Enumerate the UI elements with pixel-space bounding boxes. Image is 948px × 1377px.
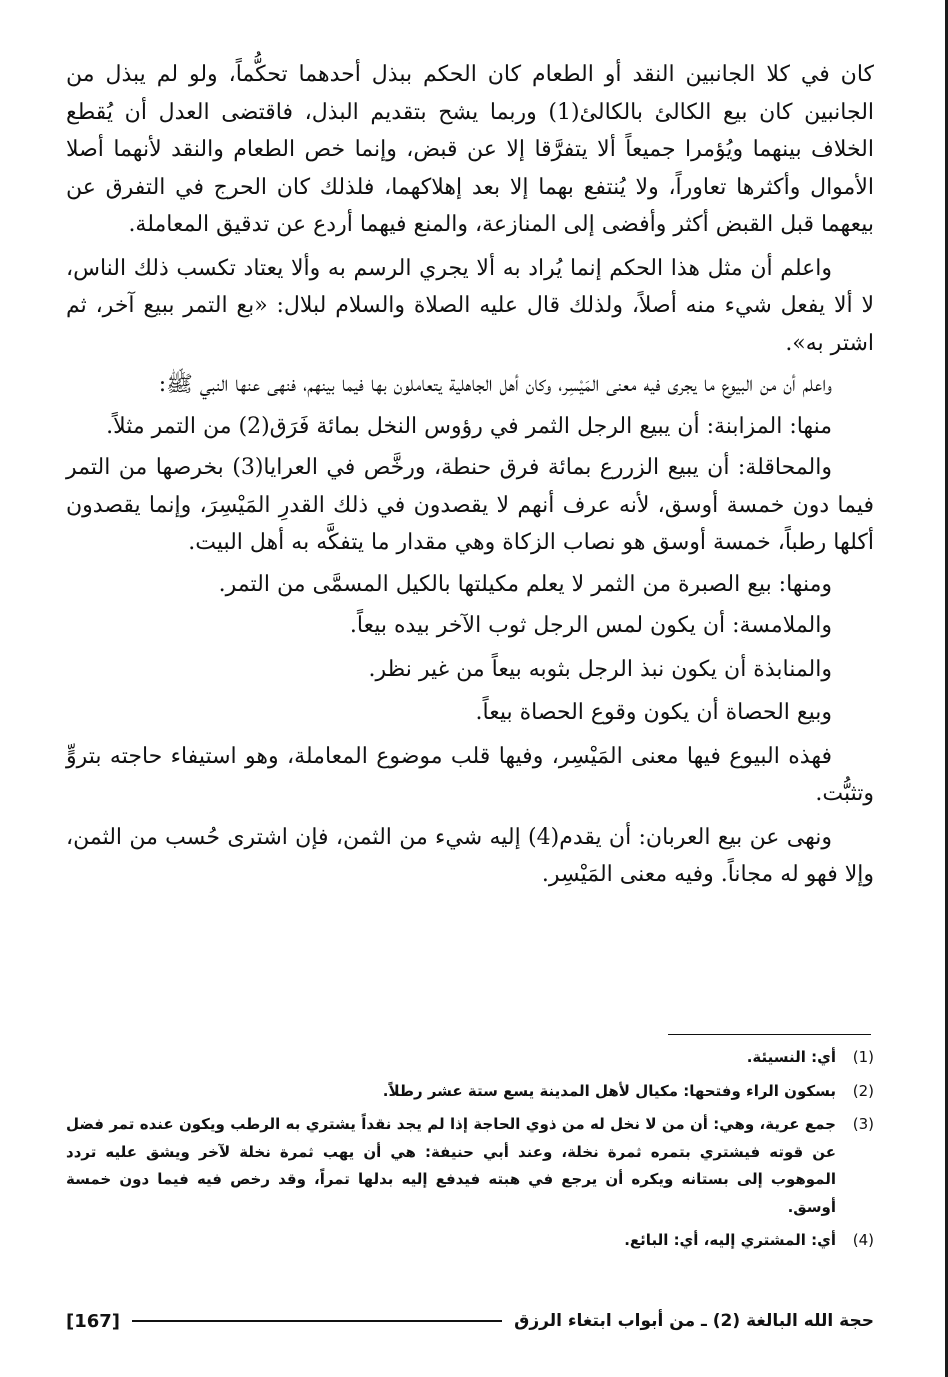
footnote-number: (3) <box>852 1115 874 1133</box>
book-title: حجة الله البالغة (2) ـ من أبواب ابتغاء الرزق <box>514 1311 874 1331</box>
paragraph-intent-of-ruling: واعلم أن مثل هذا الحكم إنما يُراد به ألا يجري الرسم به وألا يعتاد تكسب ذلك الناس، لا ألا يفعل شيء منه أصلاً، ولذلك قال عليه الصلاة والسلام لبلال: «بع التمر ببيع آخر، ثم اشتر به». <box>66 255 874 356</box>
paragraph-maysir-sales: واعلم أن من البيوع ما يجرى فيه معنى المَيْسِر، وكان أهل الجاهلية يتعاملون بها فيما بينهم، فنهى عنها النبي ﷺ: <box>158 372 832 397</box>
footnote-number: (1) <box>852 1048 874 1066</box>
paragraph-muzabana: منها: المزابنة: أن يبيع الرجل الثمر في رؤوس النخل بمائة فَرَق(2) من التمر مثلاً. <box>106 413 832 439</box>
paragraph-summary: فهذه البيوع فيها معنى المَيْسِر، وفيها قلب موضوع المعاملة، وهو استيفاء حاجته بتروٍّ وتثبُّت. <box>66 743 874 806</box>
paragraph-mulamasa: والملامسة: أن يكون لمس الرجل ثوب الآخر بيده بيعاً. <box>349 613 832 638</box>
footnote-item <box>66 1044 874 1072</box>
paragraph-urban-sale: ونهى عن بيع العربان: أن يقدم(4) إليه شيء من الثمن، فإن اشترى حُسب من الثمن، وإلا فهو له مجاناً. وفيه معنى المَيْسِر. <box>66 824 874 887</box>
footnote-text: جمع عرية، وهي: أن من لا نخل له من ذوي الحاجة إذا لم يجد نقداً يشتري به الرطب ويكون عنده تمر فضل عن قوته فيشتري بتمره ثمرة نخلة، وعند أبي حنيفة: هي أن يهب ثمرة نخلة لآخر ويشق عليه تردد الموهوب إلى بستانه ويكره أن يرجع في هبته فيدفع إليه بدلها تمراً، وقد رخص فيه فيما دون خمسة أوسق. <box>66 1115 836 1216</box>
footnote-text: أي: المشتري إليه، أي: البائع. <box>624 1231 836 1249</box>
footer-rule <box>132 1320 502 1322</box>
footnote-separator <box>668 1034 871 1035</box>
main-text-body <box>66 56 874 898</box>
footnotes-section <box>66 1044 874 1261</box>
footnote-item <box>66 1227 874 1255</box>
footnote-item <box>66 1111 874 1221</box>
footnote-text: أي: النسيئة. <box>746 1048 836 1066</box>
paragraph-hasat: وبيع الحصاة أن يكون وقوع الحصاة بيعاً. <box>475 700 832 725</box>
footnote-number: (4) <box>852 1231 874 1249</box>
paragraph-munabadha: والمنابذة أن يكون نبذ الرجل بثوبه بيعاً من غير نظر. <box>368 656 832 682</box>
footnote-number: (2) <box>852 1081 874 1100</box>
page-number: [167] <box>66 1310 121 1332</box>
paragraph-subra: ومنها: بيع الصبرة من الثمر لا يعلم مكيلتها بالكيل المسمَّى من التمر. <box>218 571 832 597</box>
footnote-text: بسكون الراء وفتحها: مكيال لأهل المدينة يسع ستة عشر رطلاً. <box>382 1081 836 1100</box>
page-footer <box>66 1306 874 1336</box>
footnote-item <box>66 1078 874 1106</box>
paragraph-muhaqala: والمحاقلة: أن يبيع الزررع بمائة فرق حنطة، ورخَّص في العرايا(3) بخرصها من التمر فيما دون خمسة أوسق، لأنه عرف أنهم لا يقصدون في ذلك القدرِ المَيْسِرَ، وإنما يقصدون أكلها رطباً، خمسة أوسق هو نصاب الزكاة وهي مقدار ما يتفكَّه به أهل البيت. <box>66 455 874 555</box>
paragraph-qabd-ruling: كان في كلا الجانبين النقد أو الطعام كان الحكم ببذل أحدهما تحكُّماً، ولو لم يبذل من الجانبين كان بيع الكالئ بالكالئ(1) وربما يشح بتقديم البذل، فاقتضى العدل أن يُقطع الخلاف بينهما ويُؤمرا جميعاً ألا يتفرَّقا إلا عن قبض، وإنما خص الطعام والنقد لأنهما أصلا الأموال وأكثرها تعاوراً، ولا يُنتفع بهما إلا بعد إهلاكهما، فلذلك كان الحرج في التفرق عن بيعهما قبل القبض أكثر وأفضى إلى المنازعة، والمنع فيهما أردع عن تدقيق المعاملة. <box>66 62 875 237</box>
